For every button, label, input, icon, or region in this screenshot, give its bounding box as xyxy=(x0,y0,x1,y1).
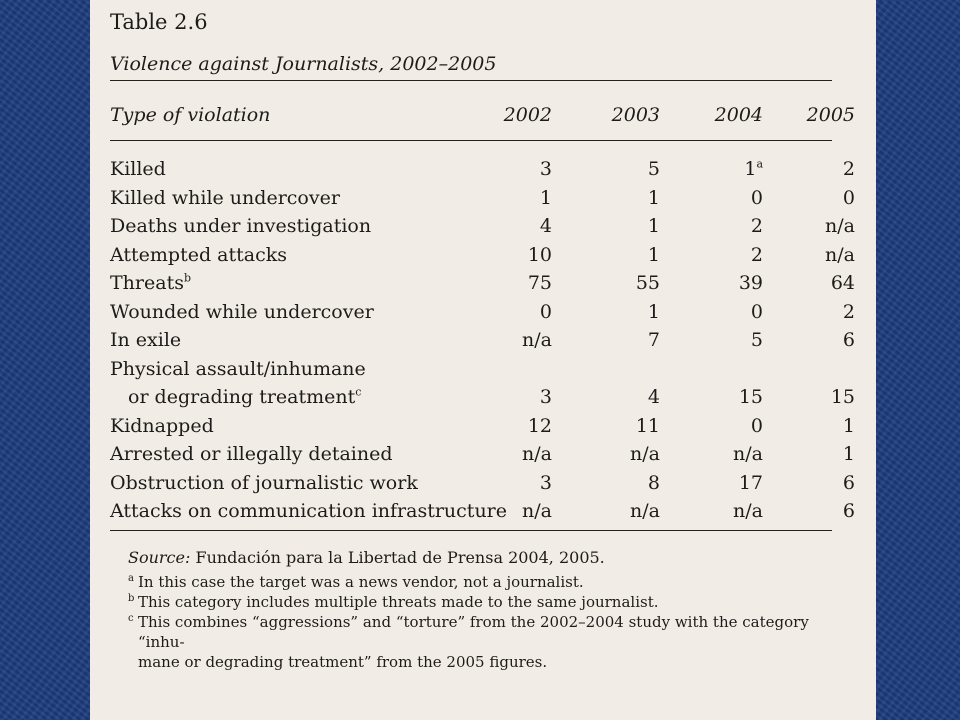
cell-value: n/a xyxy=(825,215,855,237)
cell-value: 8 xyxy=(647,471,660,494)
cell-2002 xyxy=(462,415,552,437)
cell-2005 xyxy=(765,301,855,323)
top-rule xyxy=(110,80,832,81)
row-label-text: Physical assault/inhumane xyxy=(110,357,366,380)
footnote-mark: c xyxy=(128,613,134,624)
cell-2002 xyxy=(462,215,552,237)
cell-value: 0 xyxy=(750,300,763,323)
cell-2004 xyxy=(673,215,763,237)
row-label-text: Arrested or illegally detained xyxy=(110,443,393,465)
table-row xyxy=(110,500,855,529)
source-line xyxy=(128,548,848,567)
cell-2003 xyxy=(570,443,660,465)
row-label xyxy=(110,244,287,266)
cell-value: 1 xyxy=(647,215,660,237)
cell-2002 xyxy=(462,329,552,351)
cell-2002 xyxy=(462,500,552,522)
cell-2003 xyxy=(570,500,660,522)
cell-value: 12 xyxy=(527,414,552,437)
row-label-text: Killed xyxy=(110,158,166,180)
row-label-text: Wounded while undercover xyxy=(110,300,374,323)
header-year-2002: 2002 xyxy=(503,104,552,126)
row-label xyxy=(110,500,507,522)
book-page xyxy=(90,0,876,720)
table-row xyxy=(110,471,855,501)
footnote-text-continued: mane or degrading treatment” from the 2005 figures. xyxy=(138,653,548,671)
row-label-text: In exile xyxy=(110,329,182,351)
table-row xyxy=(110,329,855,358)
table-row xyxy=(110,215,855,244)
table-row xyxy=(110,443,855,472)
row-label-text: Deaths under investigation xyxy=(110,215,372,237)
cell-2005 xyxy=(765,215,855,237)
cell-value: 3 xyxy=(539,386,552,408)
cell-value: 10 xyxy=(527,243,552,266)
table-row xyxy=(110,358,832,387)
cell-2002 xyxy=(462,301,552,323)
cell-value: 17 xyxy=(738,471,763,494)
row-label-text: Threats xyxy=(110,272,184,294)
cell-value: 3 xyxy=(539,158,552,180)
cell-2005 xyxy=(765,443,855,465)
cell-value: n/a xyxy=(630,443,660,465)
row-label xyxy=(110,358,366,380)
cell-2002 xyxy=(462,272,552,294)
cell-value: n/a xyxy=(522,500,552,522)
cell-2002 xyxy=(462,472,552,494)
cell-value: 1 xyxy=(842,414,855,437)
footnote-marker: b xyxy=(183,271,191,285)
cell-value: 2 xyxy=(750,243,763,266)
cell-value: 1 xyxy=(744,158,757,180)
footnote-marker: a xyxy=(756,157,763,171)
row-label xyxy=(128,386,361,408)
cell-value: 4 xyxy=(647,386,660,408)
footnote-marker: c xyxy=(355,385,362,399)
row-label-text: Kidnapped xyxy=(110,414,214,437)
table-body xyxy=(110,157,855,529)
cell-2005 xyxy=(765,244,855,266)
cell-2002 xyxy=(462,187,552,209)
cell-2003 xyxy=(570,415,660,437)
header-type-of-violation: Type of violation xyxy=(110,104,271,126)
cell-value: 1 xyxy=(539,186,552,209)
cell-2003 xyxy=(570,187,660,209)
row-label xyxy=(110,158,166,180)
cell-2002 xyxy=(462,386,552,408)
row-label-text: Killed while undercover xyxy=(110,186,340,209)
footnote-a xyxy=(128,572,848,592)
cell-value: 3 xyxy=(539,471,552,494)
row-label xyxy=(110,472,418,494)
cell-value: 1 xyxy=(842,443,855,465)
table-row xyxy=(110,157,855,187)
cell-value: 75 xyxy=(527,272,552,294)
footnote-b xyxy=(128,592,848,612)
table-row xyxy=(110,300,855,330)
table-row xyxy=(110,271,855,301)
cell-value: 2 xyxy=(842,158,855,180)
cell-value: 0 xyxy=(750,414,763,437)
row-label-text: or degrading treatment xyxy=(128,386,356,408)
cell-value: 2 xyxy=(842,300,855,323)
table-caption: Violence against Journalists, 2002–2005 xyxy=(110,53,497,75)
row-label xyxy=(110,215,371,237)
footnote-text: In this case the target was a news vendor, not a journalist. xyxy=(138,573,584,591)
cell-value: 15 xyxy=(830,386,855,408)
cell-value: n/a xyxy=(733,443,763,465)
row-label-text: Attempted attacks xyxy=(110,243,287,266)
cell-2004 xyxy=(673,415,763,437)
row-label xyxy=(110,329,181,351)
cell-2003 xyxy=(570,272,660,294)
cell-value: 64 xyxy=(830,272,855,294)
cell-value: n/a xyxy=(522,443,552,465)
cell-2005 xyxy=(765,472,855,494)
row-label xyxy=(110,301,374,323)
cell-value: 7 xyxy=(647,329,660,351)
header-year-2005: 2005 xyxy=(806,104,855,126)
cell-2004 xyxy=(673,500,763,522)
cell-2004 xyxy=(673,187,763,209)
cell-2005 xyxy=(765,386,855,408)
table-row xyxy=(110,385,855,415)
cell-2003 xyxy=(570,244,660,266)
cell-value: 1 xyxy=(647,300,660,323)
cell-value: 0 xyxy=(750,186,763,209)
cell-value: 2 xyxy=(750,215,763,237)
cell-value: 6 xyxy=(842,329,855,351)
cell-2005 xyxy=(765,158,855,180)
cell-value: 55 xyxy=(635,272,660,294)
cell-value: n/a xyxy=(630,500,660,522)
cell-value: 0 xyxy=(842,186,855,209)
footnote-text: This category includes multiple threats made to the same journalist. xyxy=(138,593,659,611)
table-row xyxy=(110,186,855,216)
cell-value: n/a xyxy=(733,500,763,522)
row-label xyxy=(110,187,340,209)
row-label xyxy=(110,443,393,465)
cell-2004 xyxy=(673,158,763,180)
header-year-2003: 2003 xyxy=(611,104,660,126)
cell-2002 xyxy=(462,244,552,266)
cell-value: 6 xyxy=(842,471,855,494)
row-label xyxy=(110,272,191,294)
table-row xyxy=(110,243,855,273)
row-label xyxy=(110,415,214,437)
cell-2002 xyxy=(462,443,552,465)
table-header xyxy=(110,104,855,132)
cell-2004 xyxy=(673,472,763,494)
cell-2003 xyxy=(570,386,660,408)
cell-value: 0 xyxy=(539,300,552,323)
cell-2003 xyxy=(570,301,660,323)
cell-2003 xyxy=(570,215,660,237)
row-label-text: Attacks on communication infrastructure xyxy=(110,500,508,522)
footnote-text: This combines “aggressions” and “torture” from the 2002–2004 study with the category “inhu- xyxy=(138,613,809,651)
cell-value: 4 xyxy=(539,215,552,237)
cell-value: n/a xyxy=(522,329,552,351)
cell-2003 xyxy=(570,472,660,494)
footnote-mark: a xyxy=(128,573,134,584)
cell-value: 5 xyxy=(750,329,763,351)
cell-2003 xyxy=(570,158,660,180)
cell-value: 15 xyxy=(738,386,763,408)
table-row xyxy=(110,414,855,444)
cell-value: 39 xyxy=(738,272,763,294)
cell-2004 xyxy=(673,272,763,294)
cell-2005 xyxy=(765,187,855,209)
source-label: Source: xyxy=(128,548,191,567)
cell-2002 xyxy=(462,158,552,180)
cell-2004 xyxy=(673,443,763,465)
cell-value: 6 xyxy=(842,500,855,522)
cell-value: n/a xyxy=(825,243,855,266)
footnote-c xyxy=(128,612,848,672)
bottom-rule xyxy=(110,530,832,531)
cell-value: 1 xyxy=(647,243,660,266)
cell-value: 5 xyxy=(647,158,660,180)
cell-2005 xyxy=(765,500,855,522)
cell-2004 xyxy=(673,386,763,408)
cell-2004 xyxy=(673,301,763,323)
footnote-mark: b xyxy=(128,593,135,604)
cell-2005 xyxy=(765,329,855,351)
cell-2005 xyxy=(765,272,855,294)
cell-value: 11 xyxy=(635,414,660,437)
cell-2004 xyxy=(673,329,763,351)
cell-2005 xyxy=(765,415,855,437)
source-text: Fundación para la Libertad de Prensa 2004, 2005. xyxy=(190,548,605,567)
table-number: Table 2.6 xyxy=(110,10,208,34)
cell-value: 1 xyxy=(647,186,660,209)
row-label-text: Obstruction of journalistic work xyxy=(110,471,418,494)
footnotes xyxy=(128,572,848,672)
header-rule xyxy=(110,140,832,141)
cell-2003 xyxy=(570,329,660,351)
cell-2004 xyxy=(673,244,763,266)
header-year-2004: 2004 xyxy=(714,104,763,126)
